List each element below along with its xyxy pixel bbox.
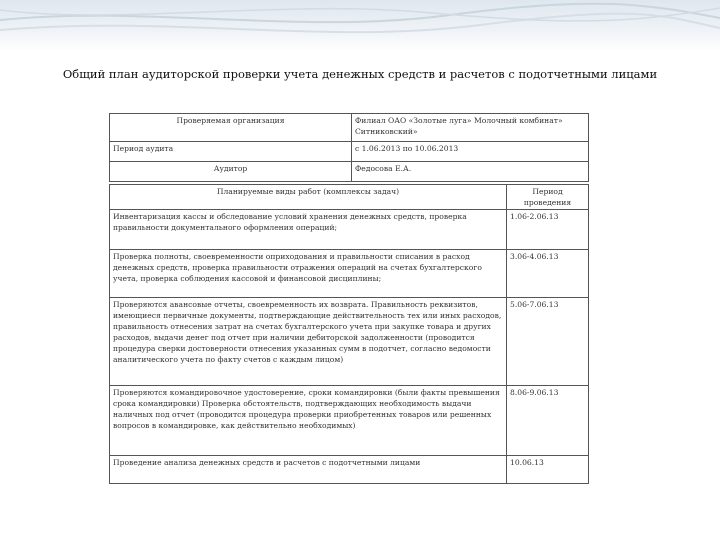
plan-work: Проведение анализа денежных средств и расчетов с подотчетными лицами [110,456,507,484]
plan-header-works: Планируемые виды работ (комплексы задач) [110,185,507,210]
info-row-organization [110,114,589,142]
plan-period: 5.06-7.06.13 [507,298,589,386]
plan-header-row [110,185,589,210]
plan-table [109,184,589,484]
plan-period: 1.06-2.06.13 [507,210,589,250]
plan-work: Проверяются авансовые отчеты, своевременность их возврата. Правильность реквизитов, имеющиеся первичные документы, подтверждающие действительность тех или иных расходов, правильность отнесения затрат на счетах бухгалтерского учета при закупке товара и других расходов, выдачи денег под отчет при наличии дебиторской задолженности (проводится процедура сверки достоверности отнесения указанных сумм в подотчет, согласно ведомости аналитического учета по факту счетов с каждым лицом) [110,298,507,386]
plan-work: Проверяются командировочное удостоверение, сроки командировки (были факты превышения срока командировки) Проверка обстоятельств, подтверждающих необходимость выдачи наличных под отчет (проводится процедура проверки приобретенных товаров или решенных вопросов в командировке, как действительно необходимых) [110,386,507,456]
info-label: Период аудита [110,142,352,162]
plan-row [110,386,589,456]
info-value: Федосова Е.А. [352,162,589,182]
plan-row [110,298,589,386]
info-value: Филиал ОАО «Золотые луга» Молочный комбинат» Ситниковский» [352,114,589,142]
page-title: Общий план аудиторской проверки учета денежных средств и расчетов с подотчетными лицами [62,67,658,81]
header-decor-band [0,0,720,52]
plan-work: Проверка полноты, своевременности оприходования и правильности списания в расход денежных средств, проверка правильности отражения операций на счетах бухгалтерского учета, проверка соблюдения кассовой и финансовой дисциплины; [110,250,507,298]
plan-header-period: Период проведения [507,185,589,210]
plan-period: 10.06.13 [507,456,589,484]
plan-row [110,456,589,484]
info-table [109,113,589,182]
plan-row [110,210,589,250]
info-label: Аудитор [110,162,352,182]
decor-waves [0,0,720,52]
info-value: с 1.06.2013 по 10.06.2013 [352,142,589,162]
info-label: Проверяемая организация [110,114,352,142]
info-row-auditor [110,162,589,182]
plan-period: 8.06-9.06.13 [507,386,589,456]
plan-period: 3.06-4.06.13 [507,250,589,298]
info-row-period [110,142,589,162]
plan-work: Инвентаризация кассы и обследование условий хранения денежных средств, проверка правильности документального оформления операций; [110,210,507,250]
plan-row [110,250,589,298]
